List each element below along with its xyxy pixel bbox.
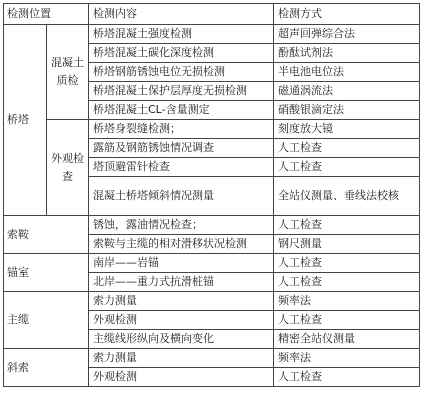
method-cell: 人工检查 [274, 158, 420, 177]
table-row [4, 216, 420, 235]
content-cell: 北岸——重力式抗滑桩锚 [89, 273, 274, 292]
content-cell: 桥塔混凝土CL-含量测定 [89, 101, 274, 120]
part-saddle: 索鞍 [4, 216, 89, 254]
table-row [4, 25, 420, 44]
method-cell: 精密全站仪测量 [274, 330, 420, 349]
content-cell: 索鞍与主缆的相对滑移状况检测 [89, 235, 274, 254]
table-row [4, 349, 420, 368]
method-cell: 频率法 [274, 349, 420, 368]
content-cell: 混凝土桥塔倾斜情况测量 [89, 177, 274, 216]
part-bridge-tower: 桥塔 [4, 25, 47, 216]
method-cell: 人工检查 [274, 254, 420, 273]
header-row [4, 4, 420, 25]
subgroup-visual-inspection: 外观检查 [47, 120, 89, 216]
method-cell: 半电池电位法 [274, 63, 420, 82]
subgroup-concrete-quality: 混凝土质检 [47, 25, 89, 120]
content-cell: 外观检测 [89, 368, 274, 387]
method-cell: 人工检查 [274, 311, 420, 330]
inspection-table [3, 3, 420, 387]
part-anchorage: 锚室 [4, 254, 89, 292]
part-stay-cable: 斜索 [4, 349, 89, 387]
content-cell: 南岸——岩锚 [89, 254, 274, 273]
method-cell: 酚酞试剂法 [274, 44, 420, 63]
method-cell: 人工检查 [274, 368, 420, 387]
content-cell: 桥塔混凝土强度检测 [89, 25, 274, 44]
content-cell: 索力测量 [89, 349, 274, 368]
content-cell: 外观检测 [89, 311, 274, 330]
header-position: 检测位置 [4, 4, 89, 25]
content-cell: 露筋及钢筋锈蚀情况调查 [89, 139, 274, 158]
method-cell: 磁通涡流法 [274, 82, 420, 101]
header-content: 检测内容 [89, 4, 274, 25]
table-row [4, 254, 420, 273]
content-cell: 主缆线形纵向及横向变化 [89, 330, 274, 349]
header-method: 检测方式 [274, 4, 420, 25]
method-cell: 人工检查 [274, 273, 420, 292]
method-cell: 频率法 [274, 292, 420, 311]
content-cell: 塔顶避雷针检查 [89, 158, 274, 177]
method-cell: 人工检查 [274, 216, 420, 235]
content-cell: 桥塔身裂缝检测； [89, 120, 274, 139]
part-main-cable: 主缆 [4, 292, 89, 349]
content-cell: 桥塔钢筋锈蚀电位无损检测 [89, 63, 274, 82]
content-cell: 索力测量 [89, 292, 274, 311]
method-cell: 钢尺测量 [274, 235, 420, 254]
table-row [4, 292, 420, 311]
content-cell: 桥塔混凝土碳化深度检测 [89, 44, 274, 63]
method-cell: 人工检查 [274, 139, 420, 158]
method-cell: 刻度放大镜 [274, 120, 420, 139]
table-row [4, 120, 420, 139]
method-cell: 超声回弹综合法 [274, 25, 420, 44]
content-cell: 锈蚀，露油情况检查； [89, 216, 274, 235]
content-cell: 桥塔混凝土保护层厚度无损检测 [89, 82, 274, 101]
method-cell: 全站仪测量、垂线法校核 [274, 177, 420, 216]
method-cell: 硝酸银滴定法 [274, 101, 420, 120]
